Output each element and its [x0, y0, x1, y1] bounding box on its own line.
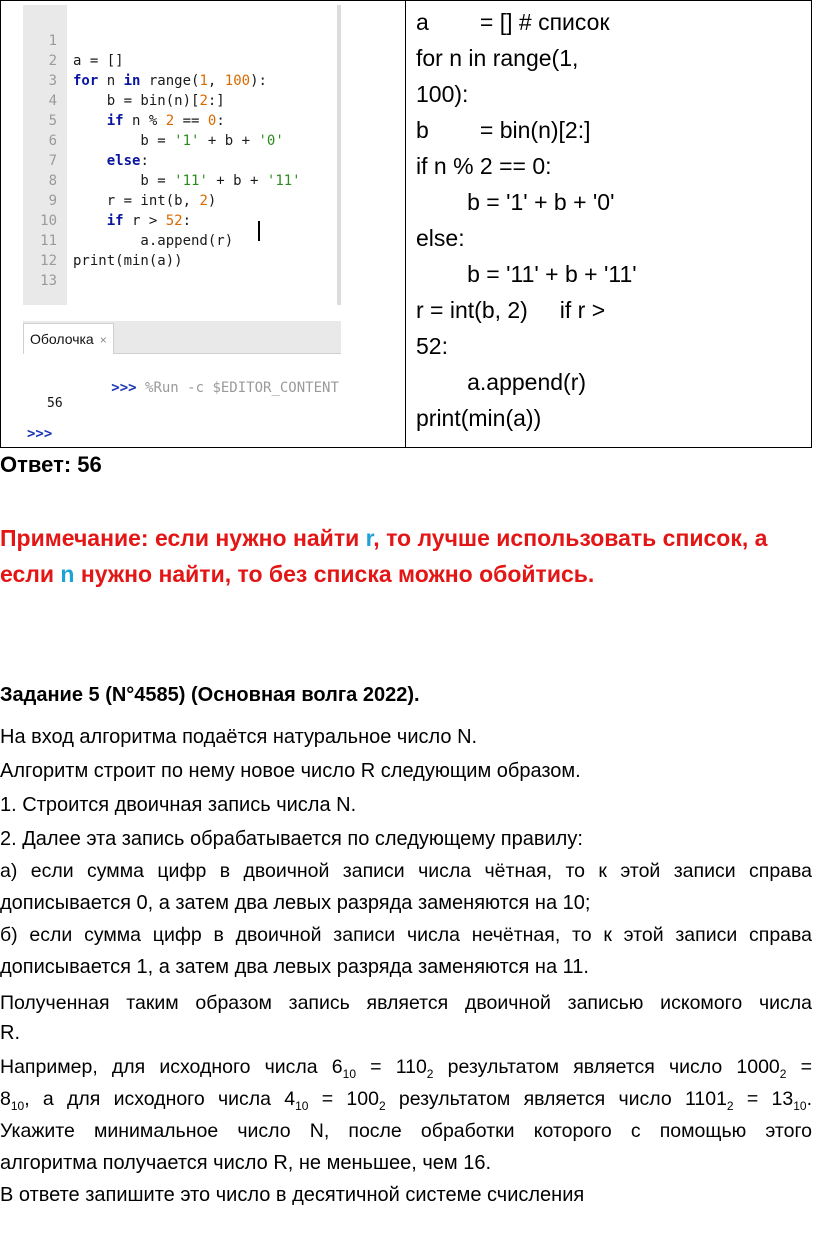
task-paragraph: алгоритма получается число R, не меньшее, чем 16.	[0, 1152, 492, 1174]
code-text-line: 100):	[416, 81, 469, 107]
code-text: for n in range(1, 100):	[73, 73, 267, 89]
task-paragraph: а) если сумма цифр в двоичной записи числа чётная, то к этой записи справа	[0, 860, 812, 882]
line-number: 7	[48, 153, 57, 169]
shell-command: %Run -c $EDITOR_CONTENT	[136, 380, 339, 396]
code-text: b = '1' + b + '0'	[73, 133, 284, 149]
code-text: a.append(r)	[73, 233, 234, 249]
code-line	[23, 31, 267, 89]
shell-tab-label: Оболочка	[30, 331, 94, 347]
example-line: $8_{10}$, а для исходного числа $4_{10} = 100_2$ результатом является число $1101_2 = 13_{10}$.	[0, 1088, 813, 1113]
note-line: Примечание: если нужно найти r, то лучше использовать список, а	[0, 525, 768, 551]
code-text: print(min(a))	[73, 253, 183, 269]
line-number: 8	[48, 173, 57, 189]
line-number: 10	[40, 213, 57, 229]
shell-prompt: >>>	[111, 380, 137, 396]
code-text-line: for n in range(1,	[416, 45, 579, 71]
task-paragraph: 1. Строится двоичная запись числа N.	[0, 794, 357, 816]
code-line	[23, 111, 149, 169]
code-table	[0, 0, 812, 448]
shell-output: 56	[47, 396, 63, 411]
ide-screenshot	[23, 5, 341, 445]
task-paragraph: В ответе запишите это число в десятичной системе счисления	[0, 1184, 585, 1206]
line-number: 3	[48, 73, 57, 89]
line-number: 13	[40, 273, 57, 289]
line-number: 4	[48, 93, 57, 109]
var-n: n	[60, 561, 75, 587]
close-icon[interactable]: ×	[99, 333, 107, 347]
shell-tab[interactable]	[23, 323, 114, 354]
task-title: Задание 5 (N°4585) (Основная волга 2022).	[0, 684, 420, 706]
code-editor[interactable]	[23, 5, 341, 305]
line-number: 12	[40, 253, 57, 269]
code-text-line: if n % 2 == 0:	[416, 153, 552, 179]
note	[0, 520, 812, 592]
code-text: b = '11' + b + '11'	[73, 173, 301, 189]
code-line	[23, 251, 107, 289]
task-paragraph: На вход алгоритма подаётся натуральное число N.	[0, 726, 478, 748]
editor-scrollbar[interactable]	[337, 5, 341, 305]
text-cursor	[258, 221, 260, 241]
example-line: Например, для исходного числа $6_{10} = 110_2$ результатом является число $1000_2$ =	[0, 1056, 812, 1081]
code-line	[23, 231, 107, 269]
answer-line: Ответ: 56	[0, 452, 102, 477]
code-text: a = []	[73, 53, 124, 69]
task-paragraph: Укажите минимальное число N, после обработки которого с помощью этого	[0, 1120, 812, 1142]
shell-command-line	[27, 364, 339, 412]
code-text-line: print(min(a))	[416, 405, 542, 431]
code-text: r = int(b, 2)	[73, 193, 217, 209]
line-number: 1	[48, 33, 57, 49]
var-r: r	[365, 525, 374, 551]
task-paragraph: дописывается 0, а затем два левых разряда заменяются на 10;	[0, 892, 591, 914]
task-paragraph: Алгоритм строит по нему новое число R следующим образом.	[0, 760, 581, 782]
code-text: if n % 2 == 0:	[106, 113, 225, 129]
code-text-line: b = bin(n)[2:]	[416, 117, 591, 143]
task-paragraph: R.	[0, 1022, 20, 1044]
line-number: 9	[48, 193, 57, 209]
code-text-line: b = '1' + b + '0'	[416, 189, 615, 215]
code-text: else:	[106, 153, 149, 169]
line-number: 2	[48, 53, 57, 69]
task-paragraph: дописывается 1, а затем два левых разряда заменяются на 11.	[0, 956, 589, 978]
shell-tabbar	[23, 321, 341, 354]
code-text-line: a.append(r)	[416, 369, 587, 395]
code-line	[23, 11, 124, 69]
code-text-line: r = int(b, 2) if r >	[416, 297, 606, 323]
task-paragraph: Полученная таким образом запись является двоичной записью искомого числа	[0, 992, 812, 1014]
code-text: b = bin(n)[2:]	[73, 93, 225, 109]
code-text-line: else:	[416, 225, 465, 251]
note-line: если n нужно найти, то без списка можно обойтись.	[0, 561, 595, 587]
code-text: if r > 52:	[106, 213, 192, 229]
line-number: 6	[48, 133, 57, 149]
shell-console[interactable]	[23, 354, 341, 445]
task-paragraph: б) если сумма цифр в двоичной записи числа нечётная, то к этой записи справа	[0, 924, 812, 946]
code-text-line: 52:	[416, 333, 448, 359]
line-number: 11	[40, 233, 57, 249]
screenshot-cell	[1, 1, 406, 447]
code-text-line: a = [] # список	[416, 9, 610, 35]
line-number: 5	[48, 113, 57, 129]
code-text-line: b = '11' + b + '11'	[416, 261, 637, 287]
shell-prompt: >>>	[27, 426, 53, 442]
code-text-cell	[406, 1, 811, 447]
task-paragraph: 2. Далее эта запись обрабатывается по следующему правилу:	[0, 828, 583, 850]
